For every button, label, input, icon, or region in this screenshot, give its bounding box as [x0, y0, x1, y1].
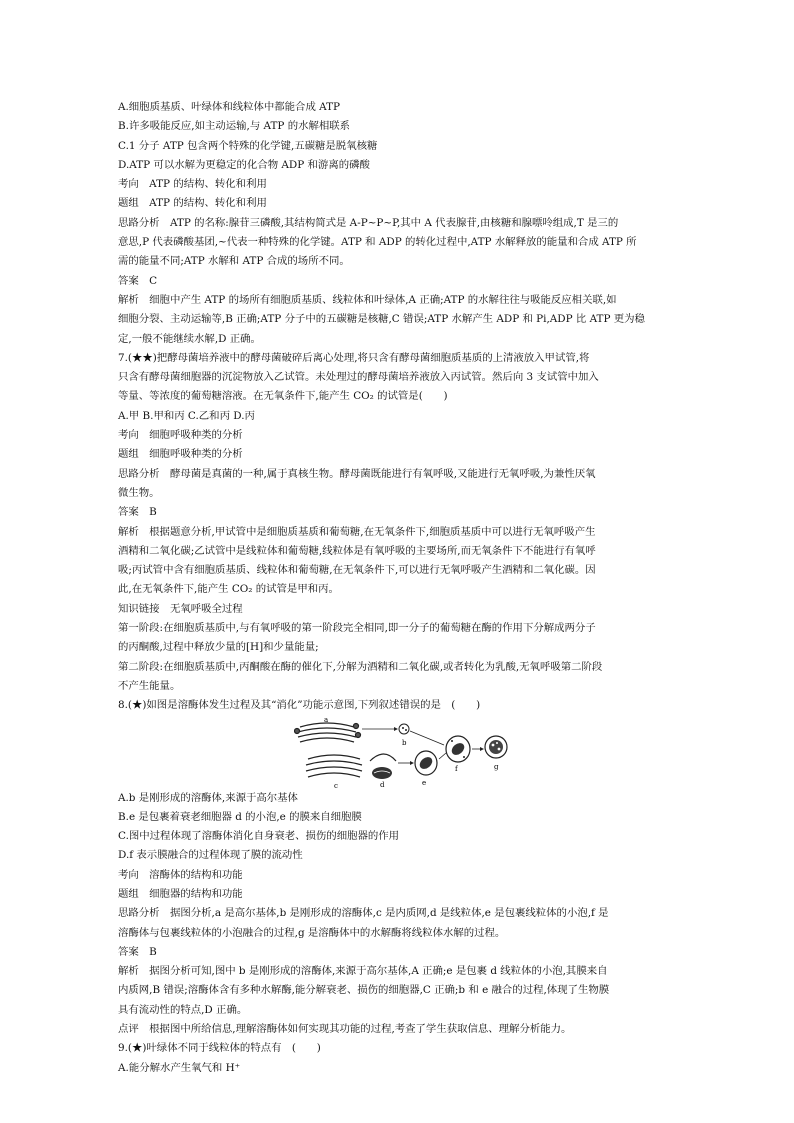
label-c: c: [334, 781, 338, 789]
text-line: A.能分解水产生氧气和 H⁺: [118, 1061, 241, 1074]
digestion-g: [485, 736, 507, 758]
mitochondrion-d: [370, 754, 396, 779]
label-g: g: [494, 762, 499, 771]
text-line: 答案 B: [118, 945, 157, 958]
text-line: 考向 ATP 的结构、转化和利用: [118, 178, 267, 191]
vesicle-e: [415, 751, 437, 775]
text-line: A.b 是刚形成的溶酶体,来源于高尔基体: [118, 791, 298, 804]
text-line: 思路分析 据图分析,a 是高尔基体,b 是刚形成的溶酶体,c 是内质网,d 是线粒体,e 是包裹线粒体的小泡,f 是: [118, 907, 609, 920]
label-f: f: [455, 764, 458, 773]
text-line: 8.(★)如图是溶酶体发生过程及其“消化”功能示意图,下列叙述错误的是 ( ): [118, 699, 481, 712]
text-line: 答案 C: [118, 274, 158, 287]
text-line: 思路分析 酵母菌是真菌的一种,属于真核生物。酵母菌既能进行有氧呼吸,又能进行无氧呼吸,为兼性厌氧: [118, 467, 596, 480]
text-line: 题组 细胞呼吸种类的分析: [118, 448, 243, 461]
text-line: 微生物。: [118, 486, 160, 499]
text-line: 只含有酵母菌细胞器的沉淀物放入乙试管。未处理过的酵母菌培养液放入丙试管。然后向 3 支试管中加入: [118, 371, 599, 384]
text-line: 思路分析 ATP 的名称:腺苷三磷酸,其结构简式是 A-P~P~P,其中 A 代表腺苷,由核糖和腺嘌呤组成,T 是三的: [118, 216, 619, 229]
text-line: 吸;丙试管中含有细胞质基质、线粒体和葡萄糖,在无氧条件下,可以进行无氧呼吸产生酒精和二氧化碳。因: [118, 564, 596, 577]
lysosome-figure-svg: [294, 717, 524, 789]
lysosome-b: [399, 724, 409, 734]
text-line: 答案 B: [118, 506, 157, 519]
text-block-upper: [118, 98, 678, 716]
text-line: 此,在无氧条件下,能产生 CO₂ 的试管是甲和丙。: [118, 583, 339, 596]
text-line: 点评 根据图中所给信息,理解溶酶体如何实现其功能的过程,考查了学生获取信息、理解分析能力。: [118, 1023, 572, 1036]
text-line: 内质网,B 错误;溶酶体含有多种水解酶,能分解衰老、损伤的细胞器,C 正确;b 和 e 融合的过程,体现了生物膜: [118, 984, 610, 997]
text-line: 解析 细胞中产生 ATP 的场所有细胞质基质、线粒体和叶绿体,A 正确;ATP 的水解往往与吸能反应相关联,如: [118, 293, 617, 306]
text-line: 需的能量不同;ATP 水解和 ATP 合成的场所不同。: [118, 255, 350, 268]
text-line: C.1 分子 ATP 包含两个特殊的化学键,五碳糖是脱氧核糖: [118, 139, 378, 152]
text-line: 9.(★)叶绿体不同于线粒体的特点有 ( ): [118, 1042, 321, 1055]
label-e: e: [422, 778, 427, 787]
fusion-f: [446, 736, 470, 762]
lysosome-diagram: [118, 717, 678, 789]
text-line: 题组 ATP 的结构、转化和利用: [118, 197, 267, 210]
text-line: 的丙酮酸,过程中释放少量的[H]和少量能量;: [118, 641, 319, 654]
text-line: B.许多吸能反应,如主动运输,与 ATP 的水解相联系: [118, 120, 351, 133]
text-line: 知识链接 无氧呼吸全过程: [118, 602, 243, 615]
text-block-lower: [118, 789, 678, 1078]
label-b: b: [402, 738, 407, 747]
text-line: C.图中过程体现了溶酶体消化自身衰老、损伤的细胞器的作用: [118, 830, 400, 843]
text-line: 酒精和二氧化碳;乙试管中是线粒体和葡萄糖,线粒体是有氧呼吸的主要场所,而无氧条件下不能进行有氧呼: [118, 544, 596, 557]
text-line: A.细胞质基质、叶绿体和线粒体中都能合成 ATP: [118, 101, 340, 113]
document-page: [118, 98, 678, 1078]
label-d: d: [380, 780, 385, 789]
text-line: 意思,P 代表磷酸基团,~代表一种特殊的化学键。ATP 和 ADP 的转化过程中,ATP 水解释放的能量和合成 ATP 所: [118, 236, 637, 249]
text-line: 不产生能量。: [118, 679, 181, 692]
text-line: 考向 细胞呼吸种类的分析: [118, 429, 243, 442]
golgi-apparatus-a: [295, 723, 361, 742]
text-line: B.e 是包裹着衰老细胞器 d 的小泡,e 的膜来自细胞膜: [118, 810, 362, 823]
text-line: D.f 表示膜融合的过程体现了膜的流动性: [118, 849, 303, 862]
text-line: 等量、等浓度的葡萄糖溶液。在无氧条件下,能产生 CO₂ 的试管是( ): [118, 390, 448, 403]
text-line: 题组 细胞器的结构和功能: [118, 887, 243, 900]
text-line: 解析 据图分析可知,图中 b 是刚形成的溶酶体,来源于高尔基体,A 正确;e 是包裹 d 线粒体的小泡,其膜来自: [118, 965, 608, 978]
text-line: 具有流动性的特点,D 正确。: [118, 1003, 248, 1016]
text-line: A.甲 B.甲和丙 C.乙和丙 D.丙: [118, 409, 255, 422]
text-line: 溶酶体与包裹线粒体的小泡融合的过程,g 是溶酶体中的水解酶将线粒体水解的过程。: [118, 926, 506, 939]
endoplasmic-reticulum-c: [306, 755, 362, 777]
text-line: 解析 根据题意分析,甲试管中是细胞质基质和葡萄糖,在无氧条件下,细胞质基质中可以进行无氧呼吸产生: [118, 525, 596, 538]
text-line: 细胞分裂、主动运输等,B 正确;ATP 分子中的五碳糖是核糖,C 错误;ATP 水解产生 ADP 和 Pi,ADP 比 ATP 更为稳: [118, 313, 645, 326]
text-line: 第一阶段:在细胞质基质中,与有氧呼吸的第一阶段完全相同,即一分子的葡萄糖在酶的作用下分解成两分子: [118, 622, 596, 635]
label-a: a: [324, 716, 329, 724]
text-line: D.ATP 可以水解为更稳定的化合物 ADP 和游离的磷酸: [118, 158, 370, 171]
text-line: 第二阶段:在细胞质基质中,丙酮酸在酶的催化下,分解为酒精和二氧化碳,或者转化为乳酸,无氧呼吸第二阶段: [118, 660, 603, 673]
text-line: 定,一般不能继续水解,D 正确。: [118, 332, 261, 345]
text-line: 7.(★★)把酵母菌培养液中的酵母菌破碎后离心处理,将只含有酵母菌细胞质基质的上清液放入甲试管,将: [118, 351, 590, 364]
text-line: 考向 溶酶体的结构和功能: [118, 868, 243, 881]
